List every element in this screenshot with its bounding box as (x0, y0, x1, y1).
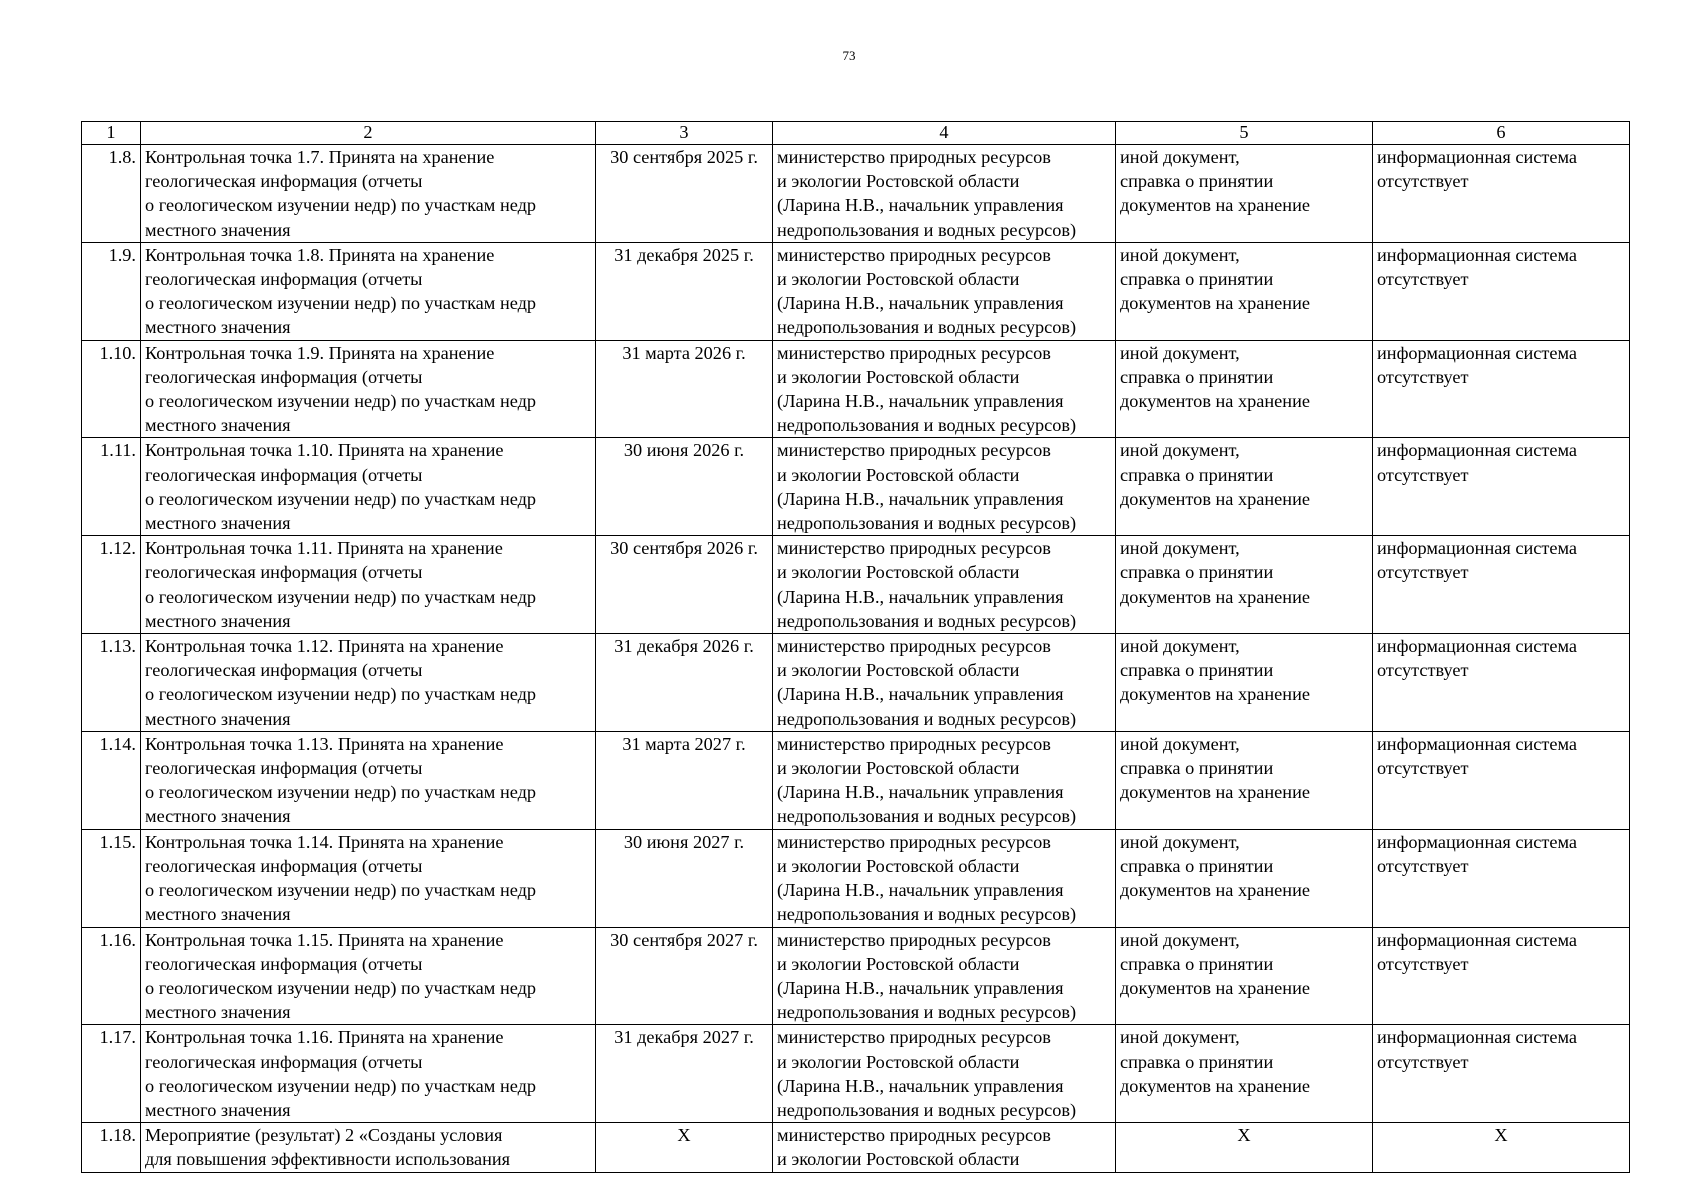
cell-line: справка о принятии (1120, 660, 1274, 681)
cell-line: Контрольная точка 1.10. Принята на хранение (145, 440, 504, 461)
cell-line: недропользования и водных ресурсов) (777, 415, 1077, 436)
row-description (141, 1123, 596, 1172)
row-number: 1.16. (82, 927, 141, 1025)
row-date: 31 декабря 2026 г. (596, 634, 773, 732)
row-description (141, 634, 596, 732)
cell-line: и экологии Ростовской области (777, 855, 1020, 876)
cell-line: о геологическом изучении недр) по участкам недр (145, 880, 537, 901)
row-date: 30 июня 2026 г. (596, 438, 773, 536)
cell-line: справка о принятии (1120, 1051, 1274, 1072)
cell-line: о геологическом изучении недр) по участкам недр (145, 586, 537, 607)
row-description (141, 1025, 596, 1123)
table-row (82, 634, 1630, 732)
cell-line: местного значения (145, 1099, 291, 1120)
cell-line: справка о принятии (1120, 953, 1274, 974)
cell-line: и экологии Ростовской области (777, 1051, 1020, 1072)
cell-line: иной документ, (1120, 244, 1240, 265)
table-row (82, 242, 1630, 340)
row-number: 1.17. (82, 1025, 141, 1123)
cell-line: о геологическом изучении недр) по участкам недр (145, 1075, 537, 1096)
cell-line: справка о принятии (1120, 269, 1274, 290)
header-cell-4: 4 (773, 122, 1116, 145)
cell-line: (Ларина Н.В., начальник управления (777, 1075, 1064, 1096)
cell-line: Контрольная точка 1.12. Принята на хранение (145, 636, 504, 657)
row-responsible (773, 927, 1116, 1025)
cell-line: и экологии Ростовской области (777, 366, 1020, 387)
cell-line: министерство природных ресурсов (777, 636, 1051, 657)
cell-line: о геологическом изучении недр) по участкам недр (145, 977, 537, 998)
cell-line: министерство природных ресурсов (777, 831, 1051, 852)
cell-line: справка о принятии (1120, 464, 1274, 485)
row-date: 31 марта 2027 г. (596, 731, 773, 829)
page-number: 73 (842, 48, 856, 63)
cell-line: недропользования и водных ресурсов) (777, 513, 1077, 534)
cell-line: недропользования и водных ресурсов) (777, 708, 1077, 729)
cell-line: министерство природных ресурсов (777, 147, 1051, 167)
cell-line: местного значения (145, 317, 291, 338)
row-system: X (1373, 1123, 1630, 1172)
row-responsible (773, 340, 1116, 438)
cell-line: Контрольная точка 1.11. Принята на хранение (145, 538, 503, 559)
cell-line: документов на хранение (1120, 880, 1310, 901)
row-responsible (773, 145, 1116, 243)
cell-line: (Ларина Н.В., начальник управления (777, 880, 1064, 901)
cell-line: отсутствует (1377, 758, 1469, 779)
row-system (1373, 634, 1630, 732)
row-system (1373, 927, 1630, 1025)
row-number: 1.15. (82, 829, 141, 927)
cell-line: отсутствует (1377, 953, 1469, 974)
cell-line: иной документ, (1120, 636, 1240, 657)
row-description (141, 438, 596, 536)
row-document (1116, 438, 1373, 536)
cell-line: (Ларина Н.В., начальник управления (777, 782, 1064, 803)
row-system (1373, 340, 1630, 438)
row-number: 1.13. (82, 634, 141, 732)
row-system (1373, 536, 1630, 634)
cell-line: документов на хранение (1120, 586, 1310, 607)
cell-line: недропользования и водных ресурсов) (777, 806, 1077, 827)
row-responsible (773, 1123, 1116, 1172)
row-date: 30 сентября 2026 г. (596, 536, 773, 634)
table-row (82, 340, 1630, 438)
header-cell-3: 3 (596, 122, 773, 145)
cell-line: недропользования и водных ресурсов) (777, 317, 1077, 338)
cell-line: и экологии Ростовской области (777, 171, 1020, 192)
row-responsible (773, 536, 1116, 634)
cell-line: местного значения (145, 610, 291, 631)
cell-line: министерство природных ресурсов (777, 244, 1051, 265)
header-cell-6: 6 (1373, 122, 1630, 145)
row-document (1116, 1025, 1373, 1123)
cell-line: справка о принятии (1120, 758, 1274, 779)
cell-line: геологическая информация (отчеты (145, 660, 423, 681)
row-responsible (773, 634, 1116, 732)
row-responsible (773, 829, 1116, 927)
cell-line: документов на хранение (1120, 684, 1310, 705)
table-row (82, 438, 1630, 536)
cell-line: геологическая информация (отчеты (145, 464, 423, 485)
cell-line: местного значения (145, 904, 291, 925)
cell-line: недропользования и водных ресурсов) (777, 610, 1077, 631)
row-number: 1.11. (82, 438, 141, 536)
cell-line: геологическая информация (отчеты (145, 953, 423, 974)
cell-line: о геологическом изучении недр) по участкам недр (145, 391, 537, 412)
cell-line: документов на хранение (1120, 488, 1310, 509)
header-cell-5: 5 (1116, 122, 1373, 145)
row-description (141, 242, 596, 340)
cell-line: Контрольная точка 1.7. Принята на хранение (145, 147, 495, 167)
cell-line: документов на хранение (1120, 1075, 1310, 1096)
cell-line: информационная система (1377, 538, 1578, 559)
cell-line: и экологии Ростовской области (777, 953, 1020, 974)
cell-line: иной документ, (1120, 733, 1240, 754)
cell-line: Контрольная точка 1.14. Принята на хранение (145, 831, 504, 852)
row-number: 1.18. (82, 1123, 141, 1172)
header-row (82, 122, 1630, 145)
cell-line: местного значения (145, 806, 291, 827)
row-document (1116, 242, 1373, 340)
cell-line: для повышения эффективности использования (145, 1149, 511, 1170)
cell-line: о геологическом изучении недр) по участкам недр (145, 488, 537, 509)
cell-line: геологическая информация (отчеты (145, 562, 423, 583)
cell-line: геологическая информация (отчеты (145, 171, 423, 192)
row-responsible (773, 1025, 1116, 1123)
cell-line: недропользования и водных ресурсов) (777, 904, 1077, 925)
cell-line: и экологии Ростовской области (777, 269, 1020, 290)
cell-line: иной документ, (1120, 929, 1240, 950)
cell-line: отсутствует (1377, 269, 1469, 290)
cell-line: Контрольная точка 1.15. Принята на хранение (145, 929, 504, 950)
cell-line: отсутствует (1377, 464, 1469, 485)
row-date: 31 декабря 2025 г. (596, 242, 773, 340)
cell-line: отсутствует (1377, 660, 1469, 681)
cell-line: Мероприятие (результат) 2 «Созданы условия (145, 1125, 503, 1146)
cell-line: недропользования и водных ресурсов) (777, 219, 1077, 240)
row-date: 31 марта 2026 г. (596, 340, 773, 438)
cell-line: и экологии Ростовской области (777, 1149, 1020, 1170)
cell-line: местного значения (145, 415, 291, 436)
row-description (141, 927, 596, 1025)
row-date: 30 сентября 2027 г. (596, 927, 773, 1025)
table-row (82, 145, 1630, 243)
table-row (82, 536, 1630, 634)
row-system (1373, 731, 1630, 829)
row-system (1373, 242, 1630, 340)
cell-line: иной документ, (1120, 342, 1240, 363)
row-system (1373, 145, 1630, 243)
measures-table (81, 121, 1630, 1173)
cell-line: местного значения (145, 219, 291, 240)
cell-line: о геологическом изучении недр) по участкам недр (145, 195, 537, 216)
row-description (141, 145, 596, 243)
cell-line: отсутствует (1377, 855, 1469, 876)
cell-line: Контрольная точка 1.16. Принята на хранение (145, 1027, 504, 1048)
cell-line: геологическая информация (отчеты (145, 366, 423, 387)
row-description (141, 829, 596, 927)
row-date: 31 декабря 2027 г. (596, 1025, 773, 1123)
row-document (1116, 145, 1373, 243)
row-date: X (596, 1123, 773, 1172)
row-document (1116, 634, 1373, 732)
cell-line: информационная система (1377, 929, 1578, 950)
cell-line: информационная система (1377, 831, 1578, 852)
row-responsible (773, 438, 1116, 536)
table-row (82, 1025, 1630, 1123)
cell-line: и экологии Ростовской области (777, 660, 1020, 681)
cell-line: и экологии Ростовской области (777, 464, 1020, 485)
cell-line: (Ларина Н.В., начальник управления (777, 488, 1064, 509)
row-responsible (773, 731, 1116, 829)
cell-line: иной документ, (1120, 538, 1240, 559)
row-description (141, 340, 596, 438)
table-row (82, 829, 1630, 927)
row-system (1373, 829, 1630, 927)
cell-line: (Ларина Н.В., начальник управления (777, 195, 1064, 216)
cell-line: информационная система (1377, 440, 1578, 461)
cell-line: (Ларина Н.В., начальник управления (777, 586, 1064, 607)
cell-line: Контрольная точка 1.8. Принята на хранение (145, 244, 495, 265)
row-document (1116, 829, 1373, 927)
table-row (82, 927, 1630, 1025)
cell-line: недропользования и водных ресурсов) (777, 1099, 1077, 1120)
cell-line: отсутствует (1377, 1051, 1469, 1072)
row-number: 1.8. (82, 145, 141, 243)
row-document (1116, 340, 1373, 438)
cell-line: справка о принятии (1120, 562, 1274, 583)
cell-line: местного значения (145, 1002, 291, 1023)
row-number: 1.14. (82, 731, 141, 829)
row-document (1116, 536, 1373, 634)
row-system (1373, 1025, 1630, 1123)
cell-line: справка о принятии (1120, 366, 1274, 387)
cell-line: геологическая информация (отчеты (145, 855, 423, 876)
cell-line: министерство природных ресурсов (777, 1125, 1051, 1146)
cell-line: документов на хранение (1120, 195, 1310, 216)
cell-line: документов на хранение (1120, 977, 1310, 998)
cell-line: отсутствует (1377, 562, 1469, 583)
cell-line: о геологическом изучении недр) по участкам недр (145, 293, 537, 314)
cell-line: о геологическом изучении недр) по участкам недр (145, 782, 537, 803)
row-description (141, 536, 596, 634)
cell-line: министерство природных ресурсов (777, 342, 1051, 363)
row-number: 1.9. (82, 242, 141, 340)
cell-line: министерство природных ресурсов (777, 1027, 1051, 1048)
row-responsible (773, 242, 1116, 340)
row-document: X (1116, 1123, 1373, 1172)
row-description (141, 731, 596, 829)
cell-line: министерство природных ресурсов (777, 929, 1051, 950)
row-number: 1.12. (82, 536, 141, 634)
cell-line: министерство природных ресурсов (777, 538, 1051, 559)
cell-line: отсутствует (1377, 171, 1469, 192)
cell-line: документов на хранение (1120, 391, 1310, 412)
table-row (82, 731, 1630, 829)
cell-line: документов на хранение (1120, 293, 1310, 314)
cell-line: отсутствует (1377, 366, 1469, 387)
cell-line: (Ларина Н.В., начальник управления (777, 293, 1064, 314)
cell-line: геологическая информация (отчеты (145, 1051, 423, 1072)
cell-line: справка о принятии (1120, 855, 1274, 876)
row-system (1373, 438, 1630, 536)
cell-line: и экологии Ростовской области (777, 562, 1020, 583)
cell-line: иной документ, (1120, 147, 1240, 167)
row-date: 30 сентября 2025 г. (596, 145, 773, 243)
cell-line: (Ларина Н.В., начальник управления (777, 977, 1064, 998)
row-number: 1.10. (82, 340, 141, 438)
cell-line: иной документ, (1120, 831, 1240, 852)
cell-line: справка о принятии (1120, 171, 1274, 192)
cell-line: геологическая информация (отчеты (145, 758, 423, 779)
cell-line: информационная система (1377, 733, 1578, 754)
cell-line: информационная система (1377, 342, 1578, 363)
cell-line: министерство природных ресурсов (777, 440, 1051, 461)
header-cell-1: 1 (82, 122, 141, 145)
cell-line: иной документ, (1120, 440, 1240, 461)
cell-line: (Ларина Н.В., начальник управления (777, 684, 1064, 705)
cell-line: информационная система (1377, 244, 1578, 265)
cell-line: и экологии Ростовской области (777, 758, 1020, 779)
cell-line: геологическая информация (отчеты (145, 269, 423, 290)
cell-line: документов на хранение (1120, 782, 1310, 803)
row-date: 30 июня 2027 г. (596, 829, 773, 927)
cell-line: информационная система (1377, 636, 1578, 657)
cell-line: (Ларина Н.В., начальник управления (777, 391, 1064, 412)
cell-line: иной документ, (1120, 1027, 1240, 1048)
header-cell-2: 2 (141, 122, 596, 145)
cell-line: недропользования и водных ресурсов) (777, 1002, 1077, 1023)
cell-line: местного значения (145, 513, 291, 534)
cell-line: Контрольная точка 1.13. Принята на хранение (145, 733, 504, 754)
cell-line: информационная система (1377, 1027, 1578, 1048)
cell-line: Контрольная точка 1.9. Принята на хранение (145, 342, 495, 363)
row-document (1116, 731, 1373, 829)
cell-line: министерство природных ресурсов (777, 733, 1051, 754)
table-row (82, 1123, 1630, 1172)
cell-line: местного значения (145, 708, 291, 729)
cell-line: информационная система (1377, 147, 1578, 167)
cell-line: о геологическом изучении недр) по участкам недр (145, 684, 537, 705)
row-document (1116, 927, 1373, 1025)
